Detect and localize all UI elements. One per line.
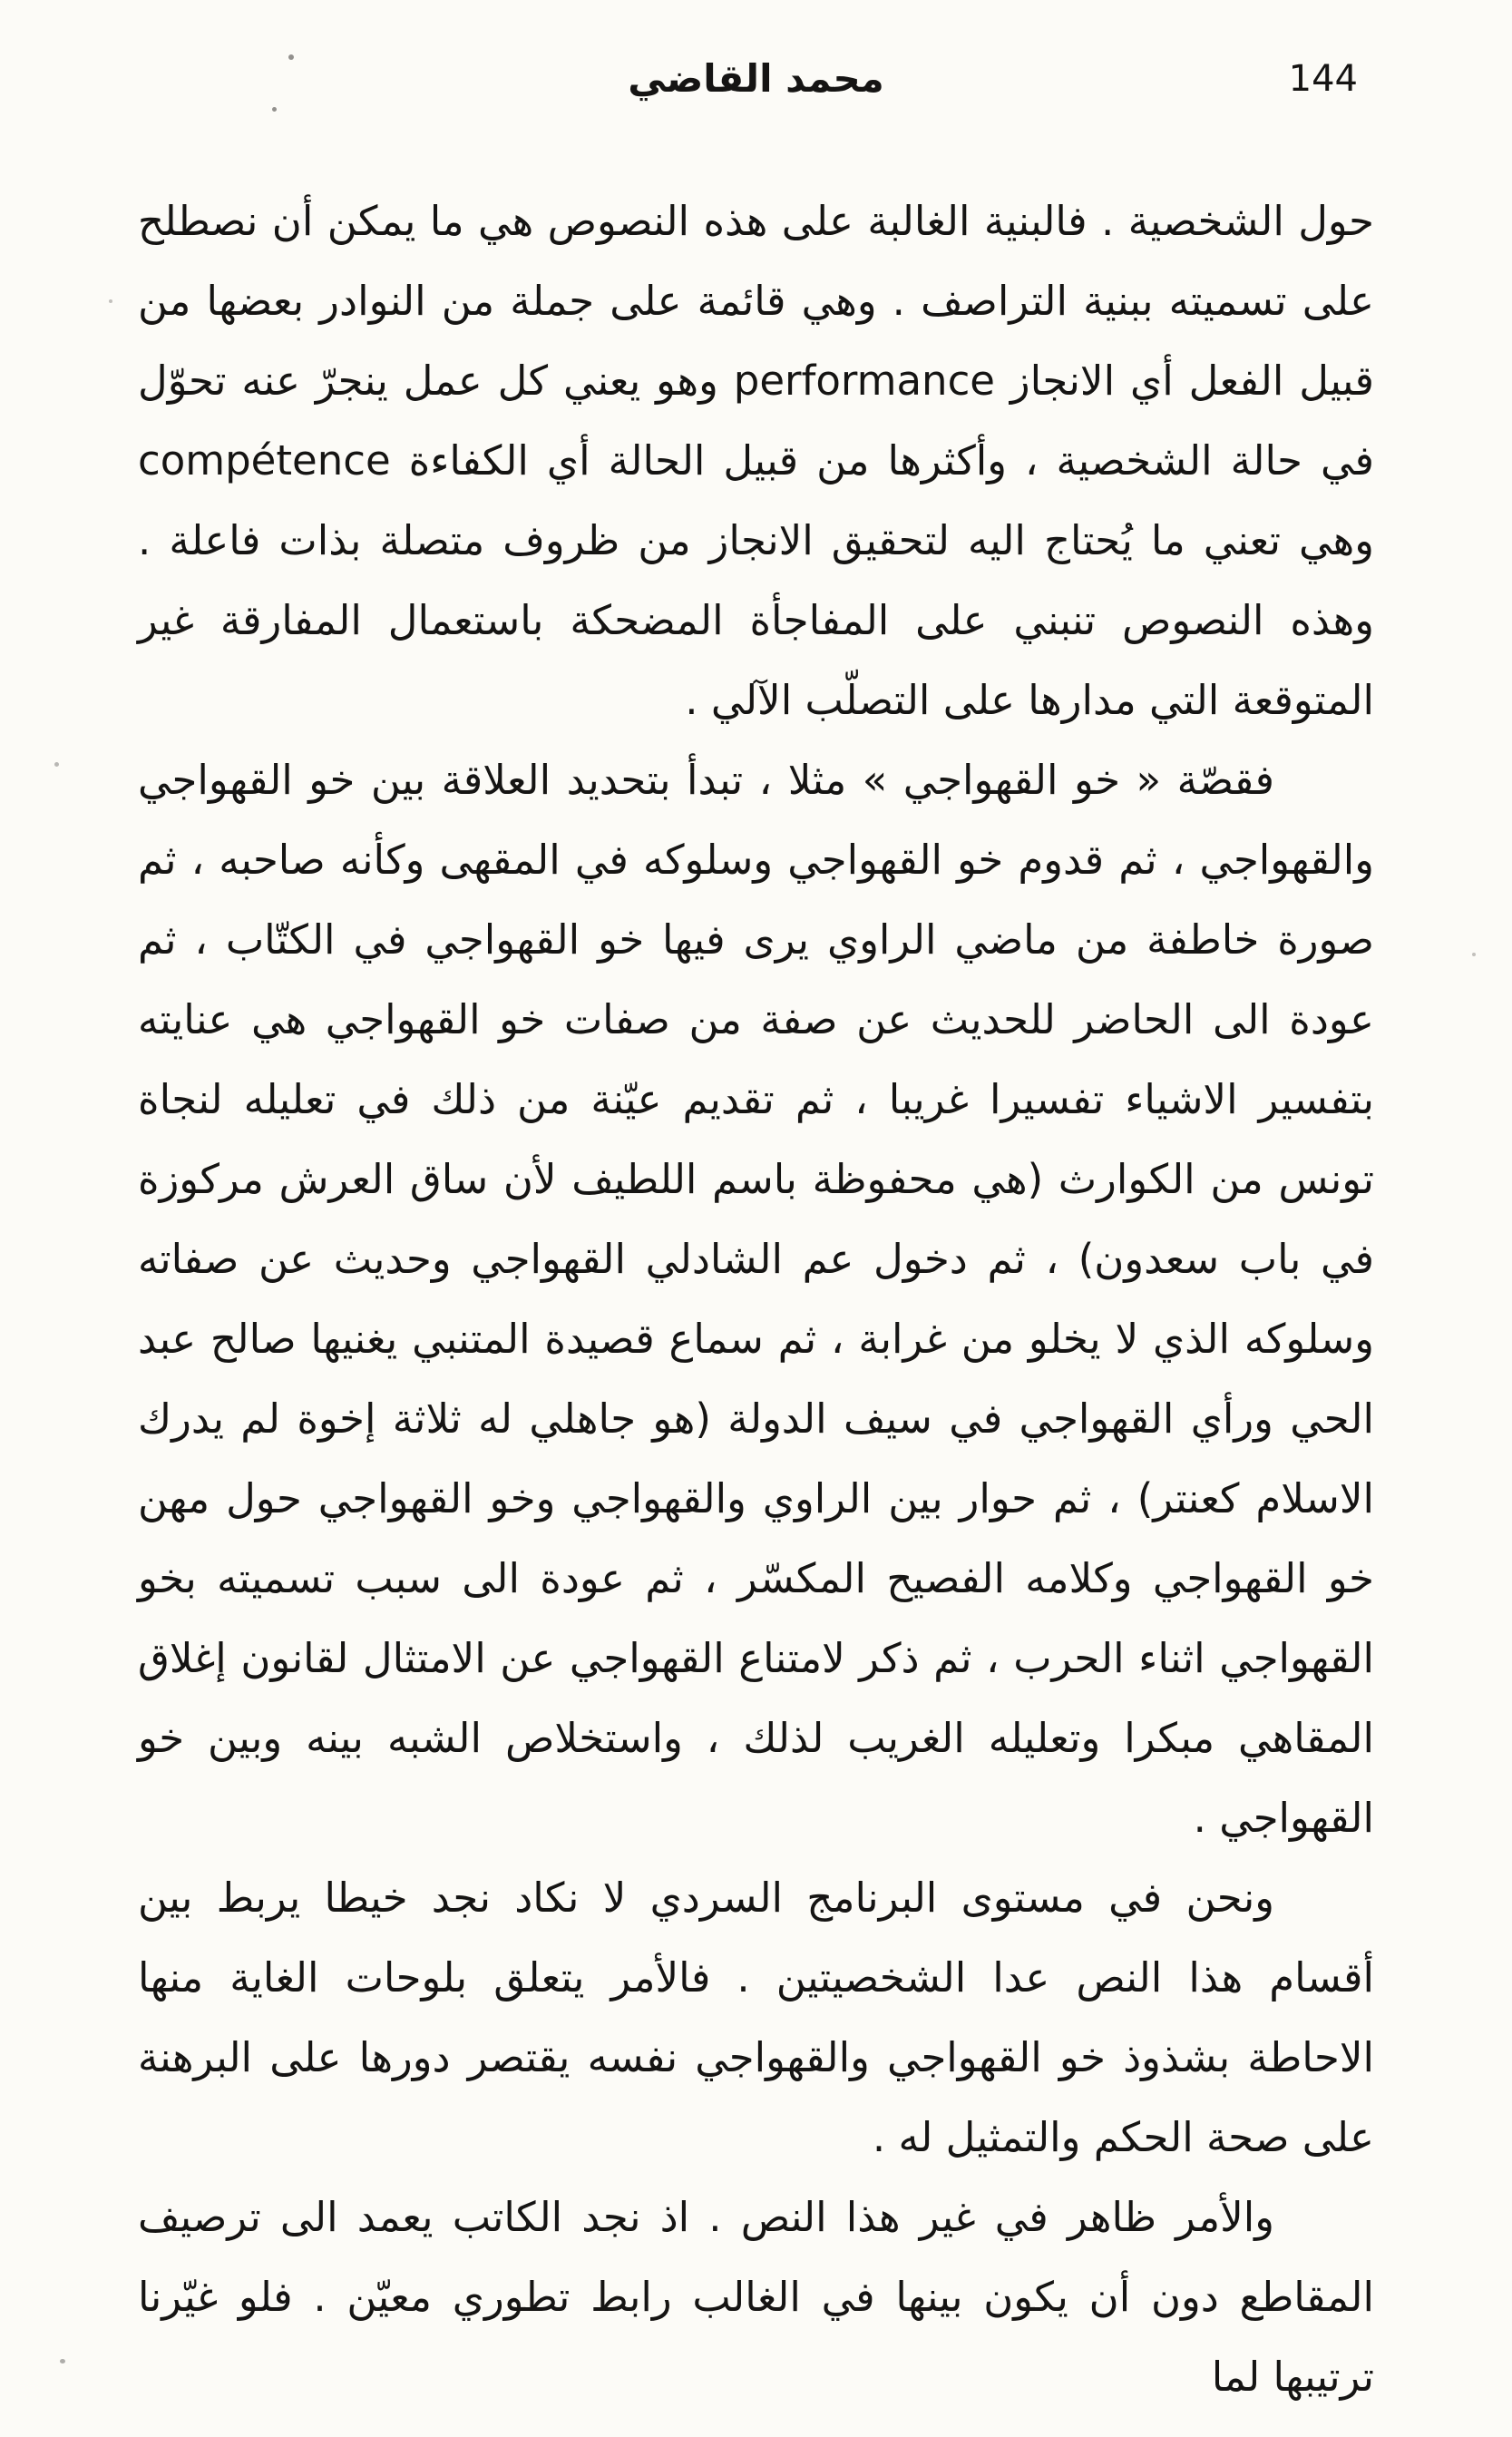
running-header — [136, 56, 1376, 120]
body-paragraph: فقصّة « خو القهواجي » مثلا ، تبدأ بتحديد العلاقة بين خو القهواجي والقهواجي ، ثم قدوم خو القهواجي وسلوكه في المقهى وكأنه صاحبه ، ثم صورة خاطفة من ماضي الراوي يرى فيها خو القهواجي في الكتّاب ، ثم عودة الى الحاضر للحديث عن صفة من صفات خو القهواجي هي عنايته بتفسير الاشياء تفسيرا غريبا ، ثم تقديم عيّنة من ذلك في تعليله لنجاة تونس من الكوارث (هي محفوظة باسم اللطيف لأن ساق العرش مركوزة في باب سعدون) ، ثم دخول عم الشادلي القهواجي وحديث عن صفاته وسلوكه الذي لا يخلو من غرابة ، ثم سماع قصيدة المتنبي يغنيها صالح عبد الحي ورأي القهواجي في سيف الدولة (هو جاهلي له ثلاثة إخوة لم يدرك الاسلام كعنتر) ، ثم حوار بين الراوي والقهواجي وخو القهواجي حول مهن خو القهواجي وكلامه الفصيح المكسّر ، ثم عودة الى سبب تسميته بخو القهواجي اثناء الحرب ، ثم ذكر لامتناع القهواجي عن الامتثال لقانون إغلاق المقاهي مبكرا وتعليله الغريب لذلك ، واستخلاص الشبه بينه وبين خو القهواجي . — [138, 756, 1374, 1842]
scan-speck — [288, 54, 294, 60]
body-text-block — [138, 181, 1374, 2417]
scan-speck — [60, 2359, 65, 2364]
body-paragraph: والأمر ظاهر في غير هذا النص . اذ نجد الكاتب يعمد الى ترصيف المقاطع دون أن يكون بينها في الغالب رابط تطوري معيّن . فلو غيّرنا ترتيبها لما — [138, 2193, 1374, 2401]
scan-speck — [54, 762, 59, 767]
body-paragraph: ونحن في مستوى البرنامج السردي لا نكاد نجد خيطا يربط بين أقسام هذا النص عدا الشخصيتين . فالأمر يتعلق بلوحات الغاية منها الاحاطة بشذوذ خو القهواجي والقهواجي نفسه يقتصر دورها على البرهنة على صحة الحكم والتمثيل له . — [138, 1874, 1374, 2161]
running-header-title: محمد القاضي — [628, 56, 884, 101]
scan-speck — [272, 107, 277, 112]
scan-speck — [109, 299, 112, 303]
scan-speck — [1472, 953, 1476, 956]
page-number: 144 — [1288, 58, 1358, 100]
body-paragraph: حول الشخصية . فالبنية الغالبة على هذه النصوص هي ما يمكن أن نصطلح على تسميته ببنية التراصف . وهي قائمة على جملة من النوادر بعضها من قبيل الفعل أي الانجاز performance وهو يعني كل عمل ينجرّ عنه تحوّل في حالة الشخصية ، وأكثرها من قبيل الحالة أي الكفاءة compétence وهي تعني ما يُحتاج اليه لتحقيق الانجاز من ظروف متصلة بذات فاعلة . وهذه النصوص تنبني على المفاجأة المضحكة باستعمال المفارقة غير المتوقعة التي مدارها على التصلّب الآلي . — [138, 197, 1374, 724]
